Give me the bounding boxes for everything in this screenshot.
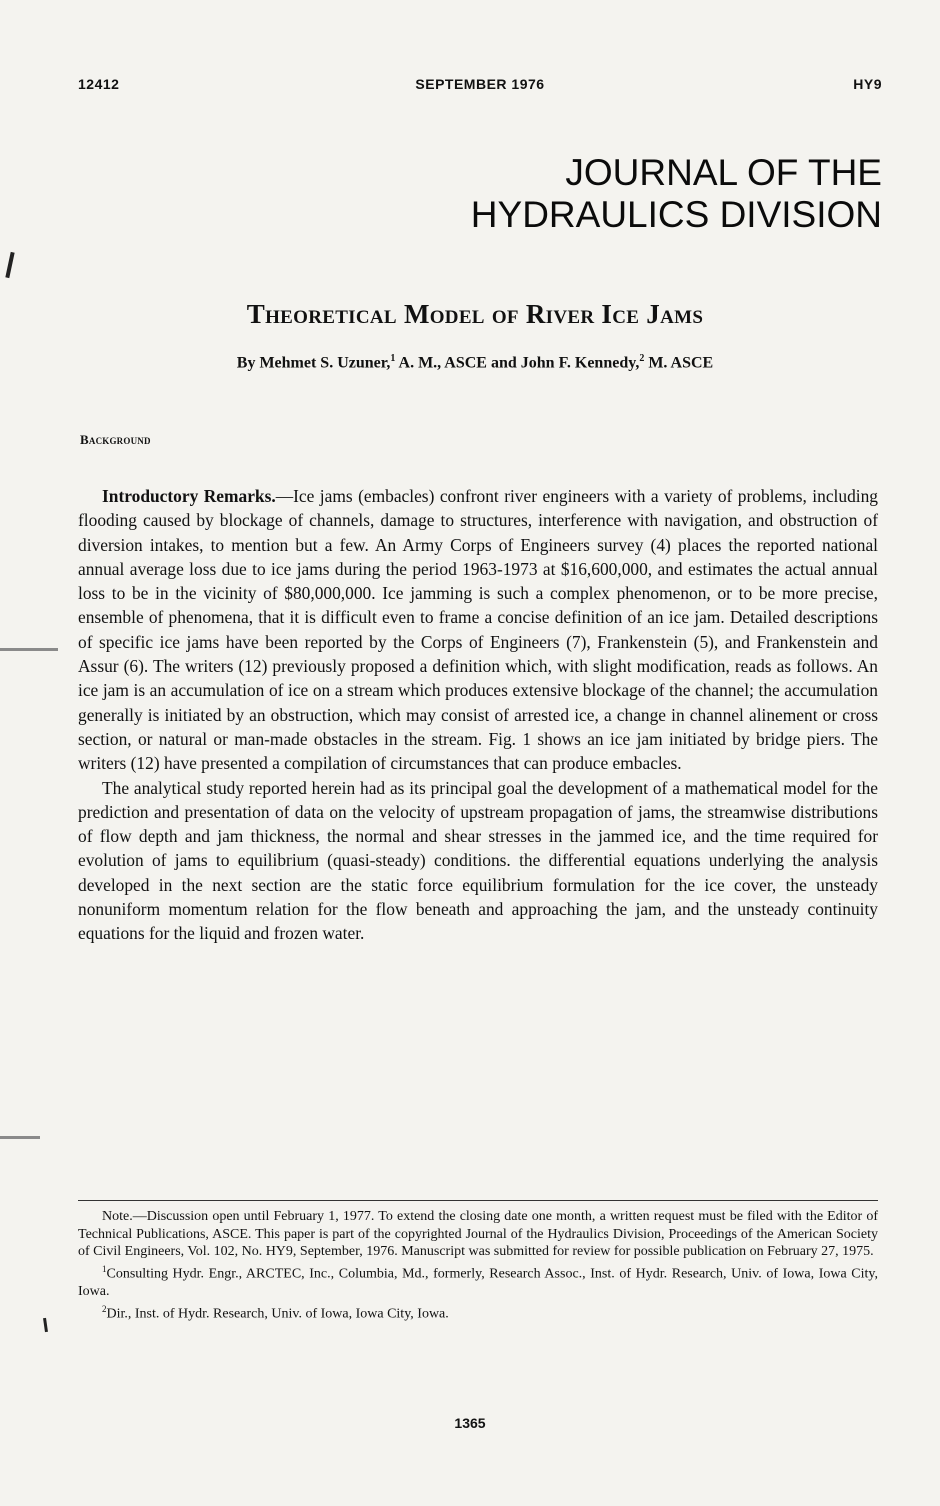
footnote-1 — [78, 1261, 878, 1301]
paragraph-1 — [78, 484, 878, 776]
byline-prefix: By — [236, 354, 260, 372]
body-text — [78, 484, 878, 946]
paragraph-2: The analytical study reported herein had as its principal goal the development of a mathematical model for the prediction and presentation of data on the velocity of upstream propagation of jams, the streamwise distributions of flow depth and jam thickness, the normal and shear stresses in the jammed ice, and the time required for evolution of jams to equilibrium (quasi-steady) conditions. the differential equations underlying the analysis developed in the next section are the static force equilibrium formulation for the ice cover, the unsteady nonuniform momentum relation for the flow beneath and approaching the jam, and the unsteady continuity equations for the liquid and frozen water. — [78, 777, 878, 944]
paper-number: 12412 — [78, 76, 120, 92]
byline — [60, 353, 890, 372]
footnote-2-text: Dir., Inst. of Hydr. Research, Univ. of Iowa, Iowa City, Iowa. — [106, 1306, 449, 1322]
paragraph-1-text: —Ice jams (embacles) confront river engineers with a variety of problems, including flooding caused by blockage of channels, damage to structures, interference with navigation, and obstruction of diversion intakes, to mention but a few. An Army Corps of Engineers survey (4) places the reported national annual average loss due to ice jams during the period 1963-1973 at $16,600,000, and estimates the actual annual loss to be in the vicinity of $80,000,000. Ice jamming is such a complex phenomenon, or to be more precise, ensemble of phenomena, that it is difficult even to frame a concise definition of an ice jam. Detailed descriptions of specific ice jams have been reported by the Corps of Engineers (7), Frankenstein (5), and Frankenstein and Assur (6). The writers (12) previously proposed a definition which, with slight modification, reads as follows. An ice jam is an accumulation of ice on a stream which produces extensive blockage of the channel; the accumulation generally is initiated by an obstruction, which may consist of arrested ice, a change in channel alinement or cross section, or natural or man-made obstacles in the stream. Fig. 1 shows an ice jam initiated by bridge piers. The writers (12) have presented a compilation of circumstances that can produce embacles. — [78, 486, 878, 774]
author-1-footnote-mark: 1 — [390, 353, 396, 364]
scan-streak — [0, 648, 58, 651]
author-2-affiliation: M. ASCE — [644, 354, 714, 372]
author-2: John F. Kennedy, — [520, 354, 640, 372]
journal-title-line-2: HYDRAULICS DIVISION — [470, 194, 882, 235]
footnotes — [78, 1208, 878, 1323]
footnote-2 — [78, 1301, 878, 1323]
page-number: 1365 — [454, 1415, 486, 1431]
author-1-affiliation: A. M., ASCE and — [395, 354, 521, 372]
issue-date: SEPTEMBER 1976 — [415, 76, 545, 92]
run-in-heading: Introductory Remarks. — [102, 486, 276, 506]
footnote-2-mark: 2 — [102, 1303, 107, 1314]
issue-code: HY9 — [853, 76, 882, 92]
footnote-rule — [78, 1200, 878, 1201]
scan-streak — [0, 1136, 40, 1139]
journal-title — [282, 152, 882, 236]
section-heading: Background — [80, 432, 151, 447]
scan-speck — [43, 1318, 48, 1332]
footnote-1-text: Consulting Hydr. Engr., ARCTEC, Inc., Columbia, Md., formerly, Research Assoc., Inst. of Hydr. Research, Univ. of Iowa, Iowa City, Iowa. — [78, 1266, 878, 1300]
footnote-1-mark: 1 — [102, 1263, 107, 1274]
discussion-note: Note.—Discussion open until February 1, 1977. To extend the closing date one month, a written request must be filed with the Editor of Technical Publications, ASCE. This paper is part of the copyrighted Journal of the Hydraulics Division, Proceedings of the American Society of Civil Engineers, Vol. 102, No. HY9, September, 1976. Manuscript was submitted for review for possible publication on February 27, 1975. — [78, 1209, 878, 1260]
scan-speck — [5, 252, 14, 278]
author-2-footnote-mark: 2 — [639, 353, 645, 364]
article-title: Theoretical Model of River Ice Jams — [246, 299, 704, 329]
author-1: Mehmet S. Uzuner, — [259, 354, 391, 372]
journal-title-line-1: JOURNAL OF THE — [565, 152, 882, 193]
